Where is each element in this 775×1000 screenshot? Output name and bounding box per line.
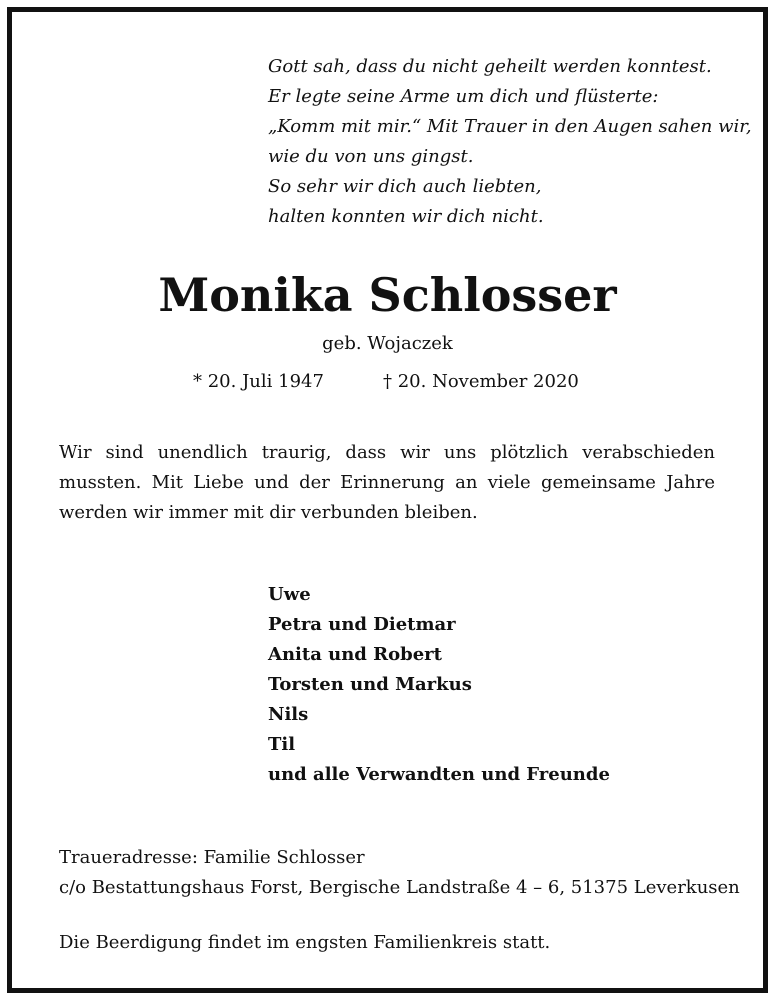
- poem-line: So sehr wir dich auch liebten,: [268, 176, 542, 197]
- mourner-entry: Til: [268, 734, 296, 755]
- mourner-entry: Torsten und Markus: [268, 674, 472, 695]
- mourner-entry: Anita und Robert: [268, 644, 442, 665]
- poem-line: Er legte seine Arme um dich und flüsterte:: [268, 86, 659, 107]
- funeral-note: Die Beerdigung findet im engsten Familienkreis statt.: [59, 932, 551, 953]
- poem-line: halten konnten wir dich nicht.: [268, 206, 544, 227]
- mourner-entry: Petra und Dietmar: [268, 614, 456, 635]
- mourner-entry: Uwe: [268, 584, 311, 605]
- mourners-list: [268, 580, 728, 790]
- poem-line: wie du von uns gingst.: [268, 146, 474, 167]
- mourning-address: [59, 843, 740, 903]
- address-line: Traueradresse: Familie Schlosser: [59, 847, 365, 868]
- death-date: † 20. November 2020: [383, 371, 579, 392]
- mourner-entry: und alle Verwandten und Freunde: [268, 764, 610, 785]
- mourner-entry: Nils: [268, 704, 309, 725]
- maiden-name: geb. Wojaczek: [322, 333, 453, 354]
- deceased-name: Monika Schlosser: [158, 268, 617, 322]
- poem-line: „Komm mit mir.“ Mit Trauer in den Augen sahen wir,: [268, 116, 752, 137]
- farewell-message: Wir sind unendlich traurig, dass wir uns plötzlich verabschieden mussten. Mit Liebe und der Erinnerung an viele gemeinsame Jahre werden wir immer mit dir verbunden bleiben.: [59, 442, 715, 523]
- poem: [268, 52, 752, 232]
- address-line: c/o Bestattungshaus Forst, Bergische Landstraße 4 – 6, 51375 Leverkusen: [59, 877, 740, 898]
- birth-date: * 20. Juli 1947: [193, 371, 324, 392]
- poem-line: Gott sah, dass du nicht geheilt werden konntest.: [268, 56, 712, 77]
